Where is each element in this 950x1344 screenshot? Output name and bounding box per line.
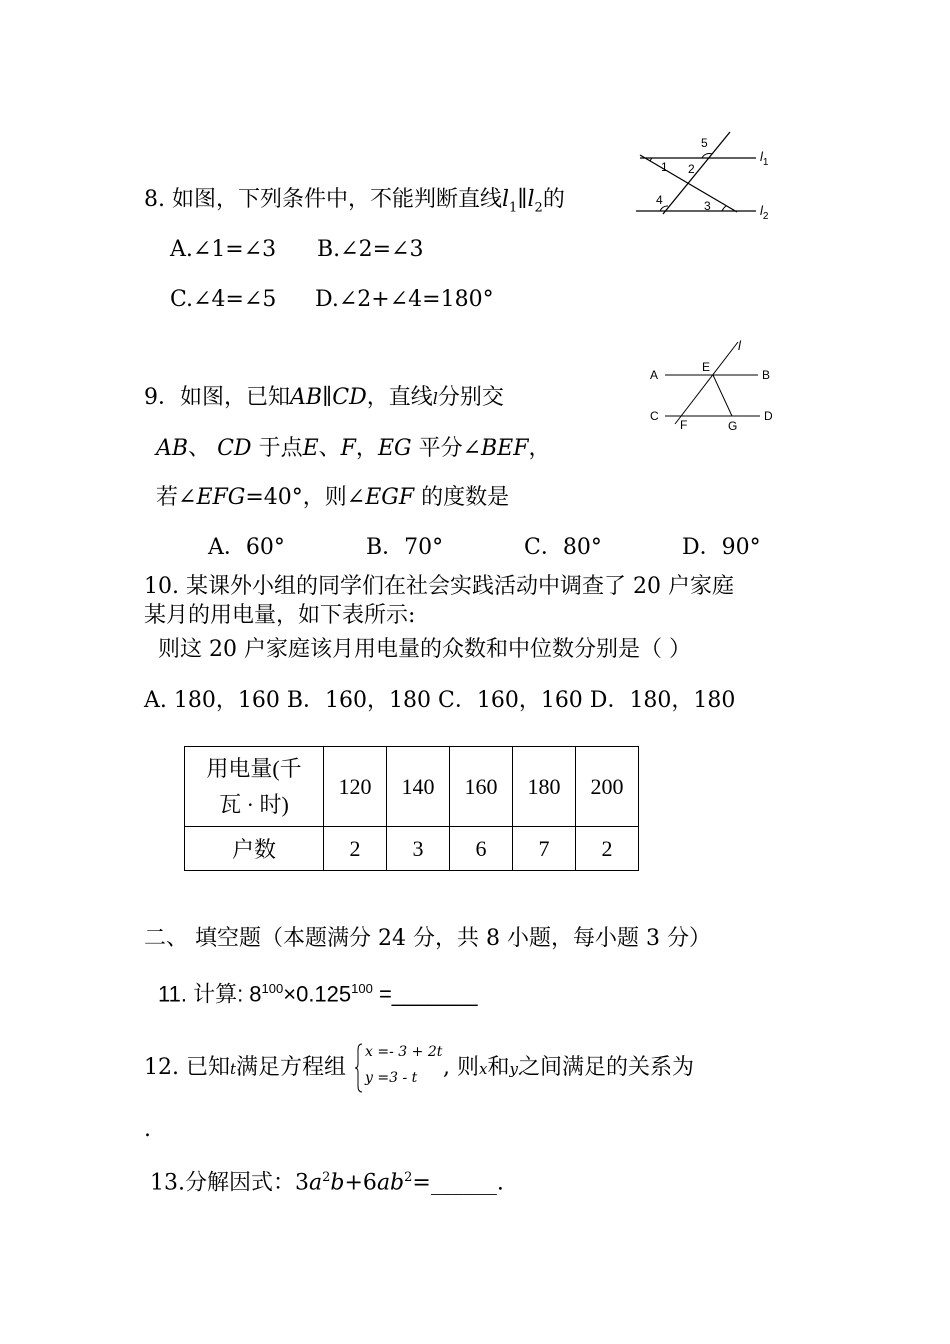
table-row — [185, 747, 639, 827]
q9-label-d: D — [764, 409, 773, 423]
q11-exp1: 100 — [261, 981, 284, 996]
q9-figure — [640, 336, 790, 436]
q12-brace-icon — [355, 1042, 363, 1094]
q9-label-e: E — [702, 360, 711, 374]
q12-equation-2: y =3 - t — [365, 1070, 418, 1086]
q8-stem-text: 8. 如图，下列条件中，不能判断直线 — [144, 187, 502, 212]
q9-l3-efg: EFG — [196, 485, 246, 510]
table-cell: 2 — [324, 827, 387, 871]
q12-post2: 之间满足的关系为 — [518, 1055, 695, 1080]
q9-l2-f: F — [340, 436, 356, 461]
q8-l1: l — [502, 187, 510, 212]
q13-pre: 13.分解因式：3 — [150, 1170, 309, 1196]
q8-l1-sub: 1 — [509, 200, 518, 216]
q13-b: b — [330, 1170, 345, 1196]
q9-l2-cd: CD — [217, 436, 252, 461]
q12-t: t — [229, 1060, 237, 1078]
q13-post: =______. — [412, 1170, 504, 1196]
q9-l2-sep2: 、 — [318, 436, 341, 461]
q9-l2-bef: BEF — [481, 436, 529, 461]
q12-pre: 12. 已知 — [144, 1055, 230, 1080]
q9-segment-eg — [713, 375, 732, 416]
q9-stem-line3 — [156, 484, 509, 512]
q9-label-l: l — [738, 338, 741, 353]
q12-line — [144, 1042, 694, 1094]
q9-parallel: ∥ — [322, 385, 333, 410]
q12-y: y — [509, 1060, 518, 1078]
q9-cd: CD — [332, 385, 367, 410]
q8-option-c: C.∠4=∠5 — [170, 287, 277, 312]
q9-l1-mid: ，直线 — [366, 385, 433, 410]
table-cell: 2 — [576, 827, 639, 871]
q11-line — [158, 975, 477, 1008]
q8-angle-label-2: 2 — [688, 162, 695, 176]
q9-l1-post: 分别交 — [437, 385, 504, 410]
section-title: 二、 填空题（本题满分 24 分，共 8 小题，每小题 3 分） — [144, 926, 711, 951]
q13-ab: ab — [376, 1170, 405, 1196]
q9-l2-end: ， — [528, 436, 551, 461]
q9-l3-pre: 若∠ — [156, 485, 197, 510]
q8-label-l1: $l_1$ — [760, 149, 769, 168]
q9-l3-egf: EGF — [365, 485, 415, 510]
q8-angle-label-3: 3 — [704, 199, 711, 213]
q10-options: A. 180，160 B．160，180 C．160，160 D．180，180 — [144, 688, 736, 713]
q8-label-l2: $l_2$ — [760, 203, 769, 222]
q9-l2-ab: AB — [156, 436, 189, 461]
table-cell: 7 — [513, 827, 576, 871]
q13-line — [150, 1164, 504, 1197]
q13-exp1: 2 — [322, 1170, 331, 1185]
q9-l3-val: =40°，则∠ — [245, 485, 366, 510]
q8-option-b: B.∠2=∠3 — [317, 237, 424, 262]
q9-option-b: B．70° — [366, 535, 444, 560]
q9-stem-line2 — [156, 435, 551, 463]
q12-x: x — [479, 1060, 488, 1078]
table-cell: 180 — [513, 747, 576, 827]
q8-angle-label-4: 4 — [656, 193, 663, 207]
q10-table — [184, 746, 639, 871]
q11-pre: 11. 计算: 8 — [158, 981, 262, 1007]
table-header-line2: 瓦 · 时) — [219, 791, 289, 817]
q12-post1: , 则 — [443, 1055, 480, 1080]
q11-post: =_______ — [372, 981, 478, 1007]
q8-angle-arc-3 — [722, 206, 726, 211]
q10-stem-line2: 某月的用电量，如下表所示: — [144, 603, 416, 628]
q9-label-c: C — [650, 409, 659, 423]
q9-label-a: A — [650, 368, 659, 382]
table-cell: 6 — [450, 827, 513, 871]
q11-mid: ×0.125 — [283, 981, 352, 1007]
q8-angle-label-5: 5 — [701, 136, 708, 150]
q12-equation-1: x =- 3 + 2t — [365, 1044, 443, 1060]
q8-l2-sub: 2 — [534, 200, 543, 216]
q9-l2-mid: 于点 — [258, 436, 303, 461]
q9-l2-e: E — [302, 436, 319, 461]
q9-stem-line1 — [144, 384, 504, 413]
table-cell: 140 — [387, 747, 450, 827]
q13-exp2: 2 — [404, 1170, 413, 1185]
q13-a: a — [309, 1170, 323, 1196]
q9-l2-bisect: 平分∠ — [418, 436, 482, 461]
table-row — [185, 827, 639, 871]
q10-stem-line1: 10. 某课外小组的同学们在社会实践活动中调查了 20 户家庭 — [144, 574, 734, 599]
q9-line-l — [675, 342, 738, 424]
q12-mid: 满足方程组 — [236, 1055, 347, 1080]
q8-option-d: D.∠2+∠4=180° — [315, 287, 494, 312]
table-cell: 160 — [450, 747, 513, 827]
q9-l2-sep1: 、 — [188, 436, 211, 461]
q9-l1-pre: 9．如图，已知 — [144, 385, 290, 410]
q10-stem-line3: 则这 20 户家庭该月用电量的众数和中位数分别是（ ） — [158, 637, 691, 662]
table-cell: 3 — [387, 827, 450, 871]
q9-option-c: C．80° — [524, 535, 602, 560]
q9-label-g: G — [728, 419, 738, 433]
table-cell: 200 — [576, 747, 639, 827]
q9-l: l — [432, 389, 438, 408]
q8-stem — [144, 186, 565, 222]
q12-and: 和 — [487, 1055, 510, 1080]
q12-equation-system — [355, 1042, 443, 1094]
q8-stem-end: 的 — [542, 187, 565, 212]
q13-mid: +6 — [344, 1170, 377, 1196]
q9-l2-sep3: ， — [355, 436, 378, 461]
table-header-line1: 用电量(千 — [206, 755, 302, 781]
q8-angle-label-1: 1 — [661, 160, 668, 174]
q9-l2-eg: EG — [377, 436, 412, 461]
q8-option-a: A.∠1=∠3 — [170, 237, 277, 262]
q8-l2: l — [527, 187, 535, 212]
table-header-cell — [185, 747, 324, 827]
q11-exp2: 100 — [351, 981, 373, 996]
q9-option-d: D．90° — [682, 535, 761, 560]
table-cell: 120 — [324, 747, 387, 827]
q9-label-b: B — [762, 368, 771, 382]
q8-parallel: ∥ — [517, 187, 528, 212]
q9-label-f: F — [680, 418, 688, 432]
q12-period: . — [144, 1117, 151, 1142]
q9-l3-end: 的度数是 — [421, 485, 510, 510]
q8-figure — [630, 128, 790, 228]
q9-ab: AB — [290, 385, 323, 410]
q9-option-a: A．60° — [208, 535, 285, 560]
table-row-label: 户数 — [185, 827, 324, 871]
